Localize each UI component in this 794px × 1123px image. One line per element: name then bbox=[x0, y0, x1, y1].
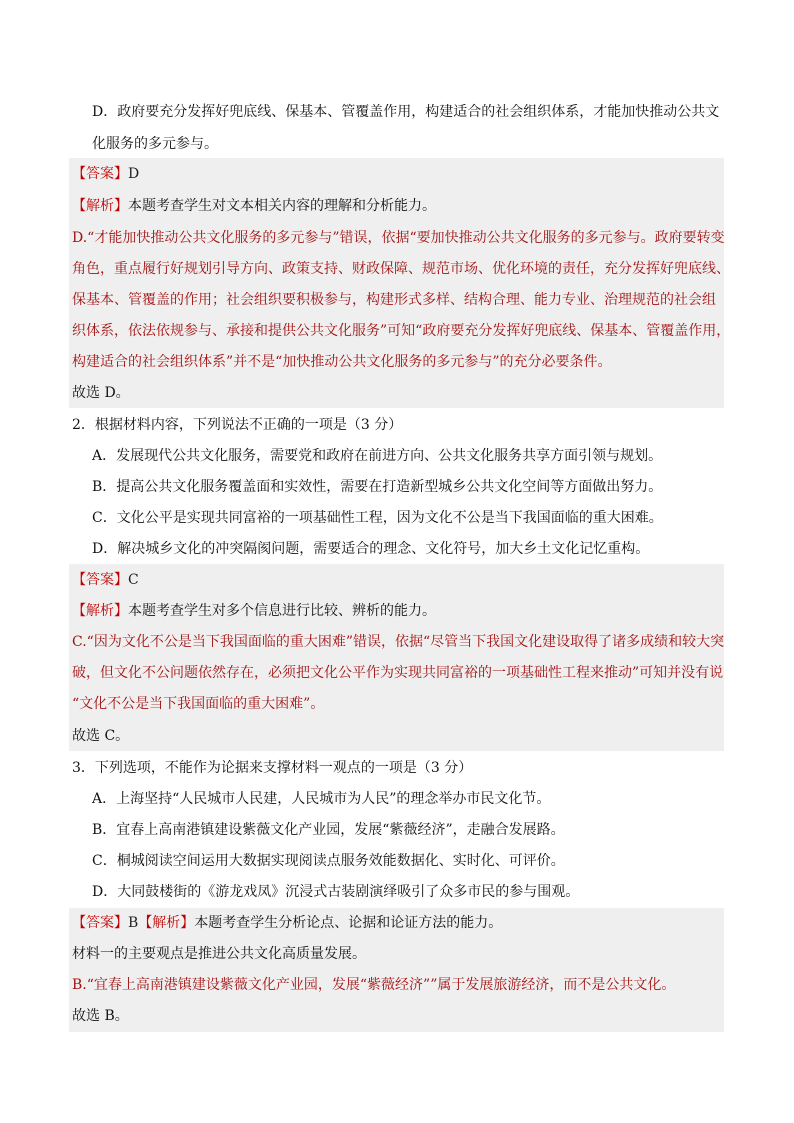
analysis-label: 【解析】 bbox=[138, 915, 195, 931]
q2-analysis-intro bbox=[72, 601, 436, 621]
analysis-label: 【解析】 bbox=[72, 603, 128, 619]
q2-option-d: D．解决城乡文化的冲突隔阂问题，需要适合的理念、文化符号，加大乡土文化记忆重构。 bbox=[92, 541, 650, 557]
q3-conclusion: 故选 B。 bbox=[72, 1008, 129, 1024]
q2-analysis-line: “文化不公是当下我国面临的重大困难”。 bbox=[72, 696, 325, 712]
answer-label: 【答案】 bbox=[72, 572, 128, 588]
q3-analysis-line: B.“宜春上高南港镇建设紫薇文化产业园，发展“紫薇经济””属于发展旅游经济，而不是公共文化。 bbox=[72, 977, 676, 993]
q1-analysis-line: 保基本、管覆盖的作用；社会组织要积极参与，构建形式多样、结构合理、能力专业、治理规范的社会组 bbox=[72, 292, 716, 308]
q2-answer-block bbox=[69, 564, 724, 751]
q3-option-b: B．宜春上高南港镇建设紫薇文化产业园，发展“紫薇经济”，走融合发展路。 bbox=[92, 822, 565, 838]
q1-analysis-line: 角色，重点履行好规划引导方向、政策支持、财政保障、规范市场、优化环境的责任，充分发挥好兜底线、 bbox=[72, 261, 730, 277]
answer-label: 【答案】 bbox=[72, 915, 128, 931]
q2-stem: 2．根据材料内容，下列说法不正确的一项是（3 分） bbox=[72, 417, 403, 433]
answer-label: 【答案】 bbox=[72, 166, 128, 182]
q3-answer bbox=[72, 913, 502, 933]
answer-value: C bbox=[128, 572, 139, 588]
q2-answer bbox=[72, 570, 139, 590]
q3-option-c: C．桐城阅读空间运用大数据实现阅读点服务效能数据化、实时化、可评价。 bbox=[92, 853, 565, 869]
analysis-intro-text: 本题考查学生对文本相关内容的理解和分析能力。 bbox=[128, 198, 436, 214]
q1-analysis-line: 构建适合的社会组织体系”并不是“加快推动公共文化服务的多元参与”的充分必要条件。 bbox=[72, 354, 612, 370]
q2-option-a: A．发展现代公共文化服务，需要党和政府在前进方向、公共文化服务共享方面引领与规划。 bbox=[92, 448, 663, 464]
q3-option-a: A．上海坚持“人民城市人民建，人民城市为人民”的理念举办市民文化节。 bbox=[92, 791, 551, 807]
q3-option-d: D．大同鼓楼街的《游龙戏凤》沉浸式古装剧演绎吸引了众多市民的参与围观。 bbox=[92, 884, 580, 900]
analysis-label: 【解析】 bbox=[72, 198, 128, 214]
q1-analysis-intro bbox=[72, 196, 436, 216]
analysis-intro-text: 本题考查学生分析论点、论据和论证方法的能力。 bbox=[194, 915, 503, 931]
analysis-intro-text: 本题考查学生对多个信息进行比较、辨析的能力。 bbox=[128, 603, 436, 619]
q2-analysis-line: C.“因为文化不公是当下我国面临的重大困难”错误，依据“尽管当下我国文化建设取得了诸多成绩和较大突 bbox=[72, 634, 725, 650]
q1-analysis-line: D.“才能加快推动公共文化服务的多元参与”错误，依据“要加快推动公共文化服务的多元参与。政府要转变 bbox=[72, 230, 725, 246]
q1-option-d-line1: D．政府要充分发挥好兜底线、保基本、管覆盖作用，构建适合的社会组织体系，才能加快推动公共文 bbox=[92, 104, 720, 120]
answer-value: B bbox=[128, 915, 139, 931]
q2-option-b: B．提高公共文化服务覆盖面和实效性，需要在打造新型城乡公共文化空间等方面做出努力。 bbox=[92, 479, 663, 495]
q1-option-d-line2: 化服务的多元参与。 bbox=[92, 136, 218, 152]
q2-option-c: C．文化公平是实现共同富裕的一项基础性工程，因为文化不公是当下我国面临的重大困难。 bbox=[92, 510, 663, 526]
q3-analysis-line: 材料一的主要观点是推进公共文化高质量发展。 bbox=[72, 946, 366, 962]
q2-analysis-line: 破，但文化不公问题依然存在，必须把文化公平作为实现共同富裕的一项基础性工程来推动”可知并没有说 bbox=[72, 665, 724, 681]
q1-conclusion: 故选 D。 bbox=[72, 385, 130, 401]
q3-stem: 3．下列选项，不能作为论据来支撑材料一观点的一项是（3 分） bbox=[72, 760, 473, 776]
q2-conclusion: 故选 C。 bbox=[72, 728, 130, 744]
answer-value: D bbox=[128, 166, 140, 182]
q1-answer bbox=[72, 164, 139, 184]
q1-analysis-line: 织体系，依法依规参与、承接和提供公共文化服务”可知“政府要充分发挥好兜底线、保基本、管覆盖作用， bbox=[72, 323, 731, 339]
